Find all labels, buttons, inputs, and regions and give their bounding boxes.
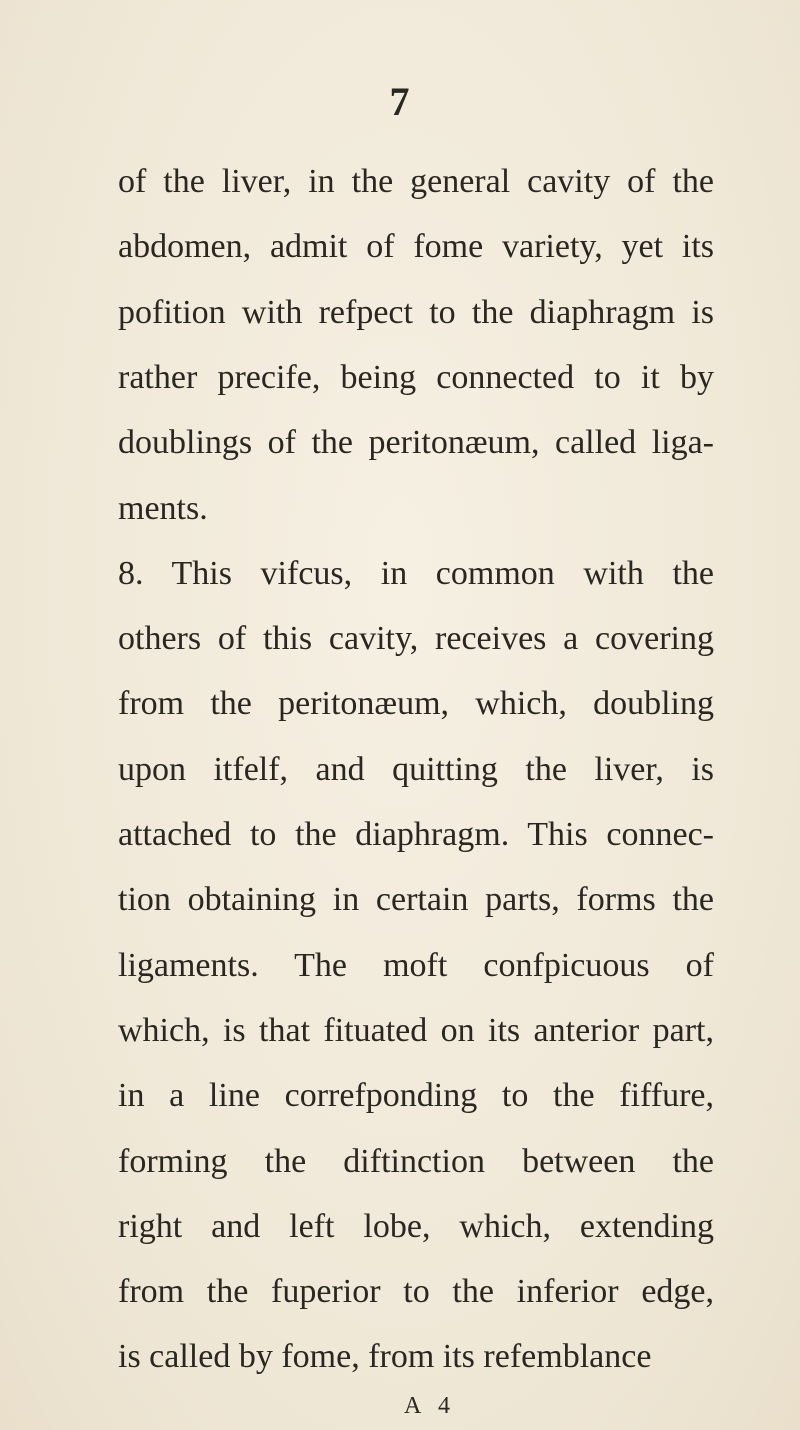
text-line: tion obtaining in certain parts, forms the [118,881,714,919]
text-line: from the fuperior to the inferior edge, [118,1273,714,1311]
text-line: others of this cavity, receives a covering [118,620,714,658]
text-line: abdomen, admit of fome variety, yet its [118,228,714,266]
text-line: ments. [118,489,208,527]
section-8-first-line: 8. This vifcus, in common with the [118,554,714,592]
text-line: is called by fome, from its refemblance [118,1338,652,1376]
text-line: forming the diftinction between the [118,1142,714,1180]
text-line: upon itfelf, and quitting the liver, is [118,750,714,788]
text-line: ligaments. The moft confpicuous of [118,946,714,984]
text-line: doublings of the peritonæum, called liga- [118,424,714,462]
text-line: rather precife, being connected to it by [118,358,714,396]
text-line: from the peritonæum, which, doubling [118,685,714,723]
text-line: right and left lobe, which, extending [118,1207,714,1245]
text-line: attached to the diaphragm. This connec- [118,816,714,853]
text-line: pofition with refpect to the diaphragm is [118,293,714,331]
catchword: A 4 [404,1392,457,1419]
text-line: which, is that fituated on its anterior part, [118,1011,714,1049]
page-number: 7 [389,79,411,124]
text-line: of the liver, in the general cavity of the [118,163,714,200]
text-line: in a line correfponding to the fiffure, [118,1077,714,1115]
